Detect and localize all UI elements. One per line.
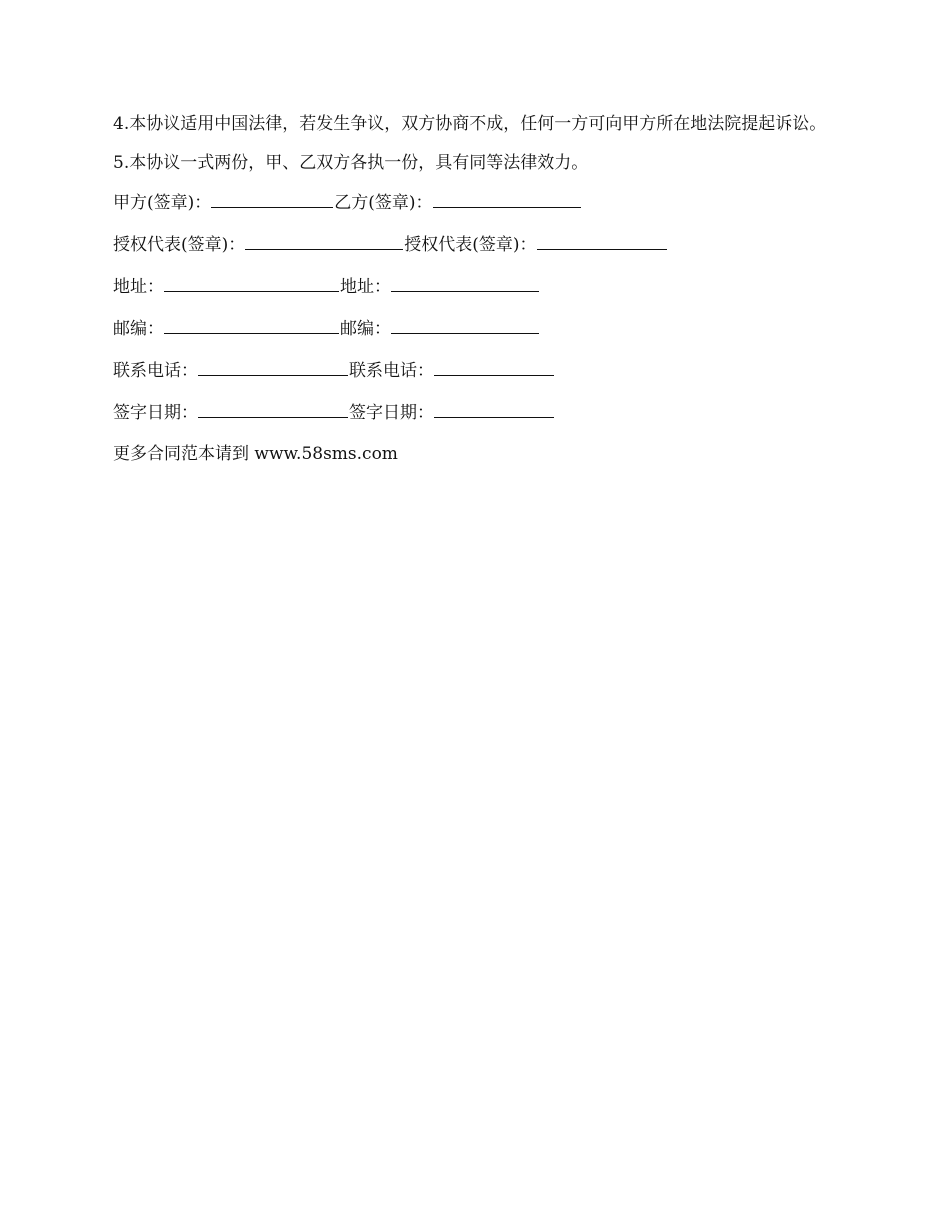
date-a-line bbox=[198, 401, 348, 418]
signature-row-parties bbox=[113, 191, 838, 233]
party-a-label: 甲方(签章)： bbox=[113, 193, 212, 213]
postcode-b-label: 邮编： bbox=[340, 319, 391, 339]
phone-a-line bbox=[198, 359, 348, 376]
clause-5: 5.本协议一式两份，甲、乙双方各执一份，具有同等法律效力。 bbox=[113, 153, 589, 173]
clause-4: 4.本协议适用中国法律，若发生争议，双方协商不成，任何一方可向甲方所在地法院提起诉讼。 bbox=[113, 114, 827, 134]
date-b-line bbox=[434, 401, 554, 418]
signature-row-address bbox=[113, 275, 838, 317]
rep-b-signature-line bbox=[537, 233, 667, 250]
party-b-signature-line bbox=[433, 191, 581, 208]
signature-row-phone bbox=[113, 359, 838, 401]
address-a-label: 地址： bbox=[113, 277, 164, 297]
postcode-a-line bbox=[164, 317, 339, 334]
signature-row-date bbox=[113, 401, 838, 443]
rep-a-label: 授权代表(签章)： bbox=[113, 235, 246, 255]
address-a-line bbox=[164, 275, 339, 292]
phone-a-label: 联系电话： bbox=[113, 361, 198, 381]
signature-row-postcode bbox=[113, 317, 838, 359]
phone-b-line bbox=[434, 359, 554, 376]
date-b-label: 签字日期： bbox=[349, 403, 434, 423]
party-b-label: 乙方(签章)： bbox=[334, 193, 433, 213]
signature-row-representatives bbox=[113, 233, 838, 275]
postcode-b-line bbox=[391, 317, 539, 334]
party-a-signature-line bbox=[211, 191, 333, 208]
rep-b-label: 授权代表(签章)： bbox=[404, 235, 537, 255]
rep-a-signature-line bbox=[245, 233, 403, 250]
phone-b-label: 联系电话： bbox=[349, 361, 434, 381]
document-body bbox=[113, 113, 838, 465]
postcode-a-label: 邮编： bbox=[113, 319, 164, 339]
date-a-label: 签字日期： bbox=[113, 403, 198, 423]
address-b-line bbox=[391, 275, 539, 292]
footer-text: 更多合同范本请到 www.58sms.com bbox=[113, 444, 398, 464]
address-b-label: 地址： bbox=[340, 277, 391, 297]
